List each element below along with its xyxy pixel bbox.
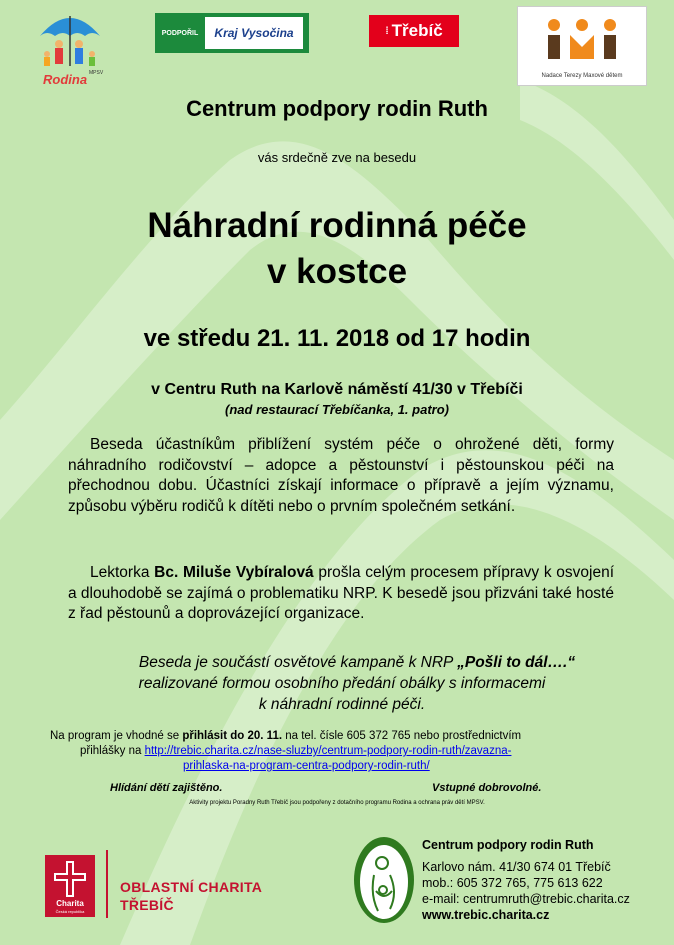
registration-post: na tel. čísle 605 372 765 nebo prostřednictvím — [282, 730, 522, 742]
charita-cross-icon — [52, 859, 88, 899]
contact-email[interactable]: e-mail: centrumruth@trebic.charita.cz — [422, 892, 630, 906]
event-title-line1: Náhradní rodinná péče — [147, 206, 527, 245]
entry-note: Vstupné dobrovolné. — [432, 782, 542, 794]
trebic-logo — [369, 15, 459, 47]
trebic-logo-text: Třebíč — [391, 21, 443, 40]
campaign-line2: realizované formou osobního předání obálky s informacemi — [138, 675, 546, 692]
ntm-logo-text: Nadace Terezy Maxové dětem — [541, 73, 623, 79]
umbrella-family-icon — [35, 6, 105, 76]
trebic-dots-icon: ⁞ — [385, 25, 388, 37]
childcare-note: Hlídání dětí zajištěno. — [110, 782, 223, 794]
registration-line2 — [80, 744, 660, 759]
rodina-logo-sub: MPSV — [89, 70, 104, 76]
support-note: Aktivity projektu Poradny Ruth Třebíč jsou podpořeny z dotačního programu Rodina a ochrana práv dětí MPSV. — [189, 800, 485, 806]
charita-logo — [45, 855, 95, 917]
contact-web[interactable]: www.trebic.charita.cz — [422, 908, 550, 922]
ntm-logo — [517, 6, 647, 86]
ntm-people-icon — [542, 17, 622, 63]
kraj-vysocina-logo — [155, 13, 309, 53]
charita-logo-sub: Česká republika — [55, 909, 85, 914]
lecturer-text-post: prošla celým procesem přípravy k osvojení a dlouhodobě se zajímá o problematiku NRP. K besedě jsou přizváni také hosté z řad pěstounů a doprovázející organizace. — [68, 564, 614, 622]
lecturer-text-pre: Lektorka — [90, 564, 155, 581]
registration-link[interactable]: http://trebic.charita.cz/nase-sluzby/centrum-podpory-rodin-ruth/zavazna- — [144, 745, 512, 757]
lecturer-name: Bc. Miluše Vybíralová — [154, 564, 314, 581]
org-heading: Centrum podpory rodin Ruth — [186, 96, 488, 121]
event-title-line2: v kostce — [266, 252, 408, 291]
registration-line3 — [183, 759, 663, 774]
description-text: Beseda účastníkům přiblížení systém péče o ohrožené děti, formy náhradního rodičovství – adopce a pěstounství i pěstounskou péči na přechodnou dobu. Účastníci získají informace o přípravě a jejím významu, způsobu výběru rodičů k dítěti nebo o prvním společném setkání. — [68, 436, 614, 515]
campaign-name: „Pošli to dál….“ — [457, 654, 576, 671]
charita-divider — [106, 850, 108, 918]
kraj-logo-podporil: PODPOŘIL — [161, 29, 199, 37]
contact-address: Karlovo nám. 41/30 674 01 Třebíč — [422, 860, 611, 874]
invite-text: vás srdečně zve na besedu — [257, 150, 417, 165]
registration-link-continued[interactable]: prihlaska-na-program-centra-podpory-rodin-ruth/ — [183, 760, 430, 772]
registration-pre: Na program je vhodné se — [50, 730, 183, 742]
description-paragraph — [68, 435, 614, 517]
campaign-line3: k náhradní rodinné péči. — [258, 696, 426, 713]
rodina-logo — [35, 6, 105, 90]
rodina-logo-text: Rodina — [43, 72, 88, 87]
ruth-mother-child-icon — [352, 835, 416, 925]
event-place-note: (nad restaurací Třebíčanka, 1. patro) — [225, 402, 449, 417]
lecturer-paragraph — [68, 563, 614, 625]
registration-line1 — [50, 729, 640, 744]
registration-link-pre: přihlášky na — [80, 745, 145, 757]
registration-deadline: přihlásit do 20. 11. — [182, 730, 283, 742]
contact-phone: mob.: 605 372 765, 775 613 622 — [422, 876, 603, 890]
charita-logo-word: Charita — [56, 899, 84, 908]
charita-name-line1: OBLASTNÍ CHARITA — [120, 879, 263, 895]
kraj-logo-name: Kraj Vysočina — [205, 17, 303, 49]
event-date: ve středu 21. 11. 2018 od 17 hodin — [143, 325, 531, 352]
campaign-block — [0, 652, 674, 715]
campaign-line1-text: Beseda je součástí osvětové kampaně k NRP — [138, 654, 458, 671]
event-place: v Centru Ruth na Karlově náměstí 41/30 v Třebíči — [151, 381, 523, 398]
charita-name-line2: TŘEBÍČ — [120, 897, 174, 913]
contact-title: Centrum podpory rodin Ruth — [422, 838, 594, 852]
